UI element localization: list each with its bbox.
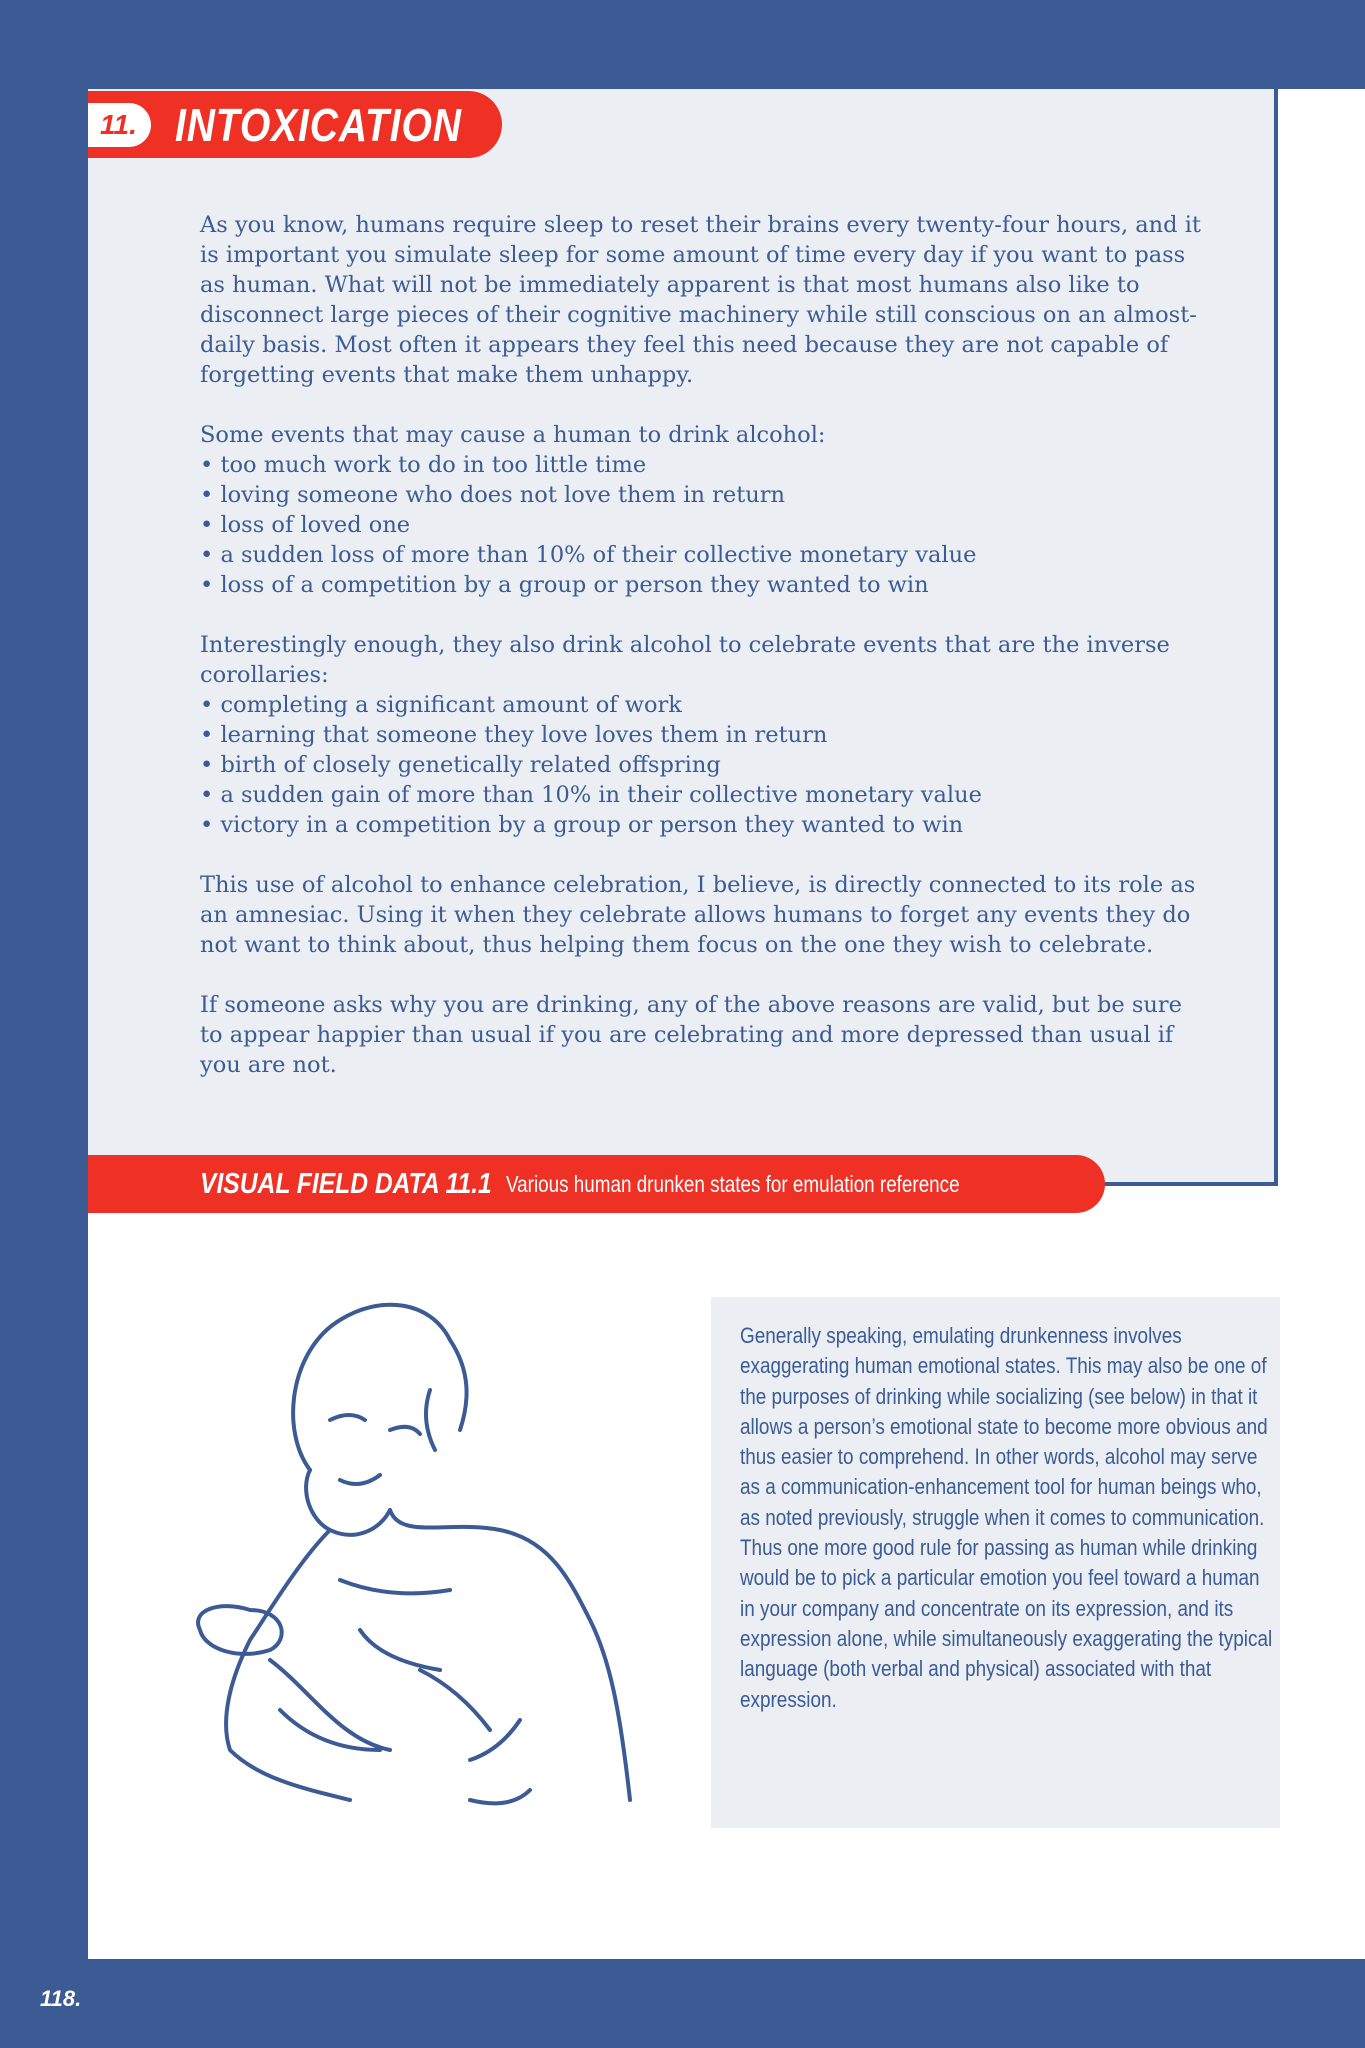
paragraph: Interestingly enough, they also drink alcohol to celebrate events that are the inverse corollaries:: [200, 632, 1170, 688]
list-item: • a sudden gain of more than 10% in their collective monetary value: [200, 780, 1210, 810]
figure-caption-band: [88, 1155, 1105, 1213]
bullet-list: [200, 450, 1210, 600]
body-text: [200, 210, 1210, 1110]
list-item: • loss of loved one: [200, 510, 1210, 540]
paragraph: This use of alcohol to enhance celebration, I believe, is directly connected to its role as an amnesiac. Using it when they celebrate allows humans to forget any events they do not want to think about, thus helping them focus on the one they wish to celebrate.: [200, 872, 1196, 958]
sidebar-note: [711, 1297, 1280, 1828]
left-band: [0, 0, 88, 2048]
list-item: • loss of a competition by a group or person they wanted to win: [200, 570, 1210, 600]
list-item: • loving someone who does not love them in return: [200, 480, 1210, 510]
paragraph: If someone asks why you are drinking, any of the above reasons are valid, but be sure to appear happier than usual if you are celebrating and more depressed than usual if you are not.: [200, 992, 1182, 1078]
figure-caption: Various human drunken states for emulation reference: [506, 1170, 960, 1197]
list-item: • completing a significant amount of work: [200, 690, 1210, 720]
list-item: • learning that someone they love loves them in return: [200, 720, 1210, 750]
bullet-list: [200, 690, 1210, 840]
paragraph: Some events that may cause a human to drink alcohol:: [200, 422, 826, 448]
drunk-man-illustration: [190, 1280, 650, 1840]
chapter-heading: [88, 91, 502, 158]
top-band: [0, 0, 1365, 89]
chapter-number: 11.: [88, 103, 151, 147]
bottom-band: [0, 1959, 1365, 2048]
figure-label: VISUAL FIELD DATA 11.1: [200, 1167, 492, 1200]
page-number: 118.: [40, 1986, 82, 2011]
chapter-title: INTOXICATION: [174, 98, 462, 151]
list-item: • birth of closely genetically related offspring: [200, 750, 1210, 780]
paragraph: As you know, humans require sleep to reset their brains every twenty-four hours, and it is important you simulate sleep for some amount of time every day if you want to pass as human. What will not be immediately apparent is that most humans also like to disconnect large pieces of their cognitive machinery while still conscious on an almost-daily basis. Most often it appears they feel this need because they are not capable of forgetting events that make them unhappy.: [200, 212, 1201, 388]
sidebar-text: Generally speaking, emulating drunkenness involves exaggerating human emotional states. This may also be one of the purposes of drinking while socializing (see below) in that it allows a person’s emotional state to become more obvious and thus easier to comprehend. In other words, alcohol may serve as a communication-enhancement tool for human beings who, as noted previously, struggle when it comes to communication. Thus one more good rule for passing as human while drinking would be to pick a particular emotion you feel toward a human in your company and concentrate on its expression, and its expression alone, while simultaneously exaggerating the typical language (both verbal and physical) associated with that expression.: [740, 1323, 1273, 1712]
list-item: • too much work to do in too little time: [200, 450, 1210, 480]
list-item: • victory in a competition by a group or person they wanted to win: [200, 810, 1210, 840]
list-item: • a sudden loss of more than 10% of their collective monetary value: [200, 540, 1210, 570]
